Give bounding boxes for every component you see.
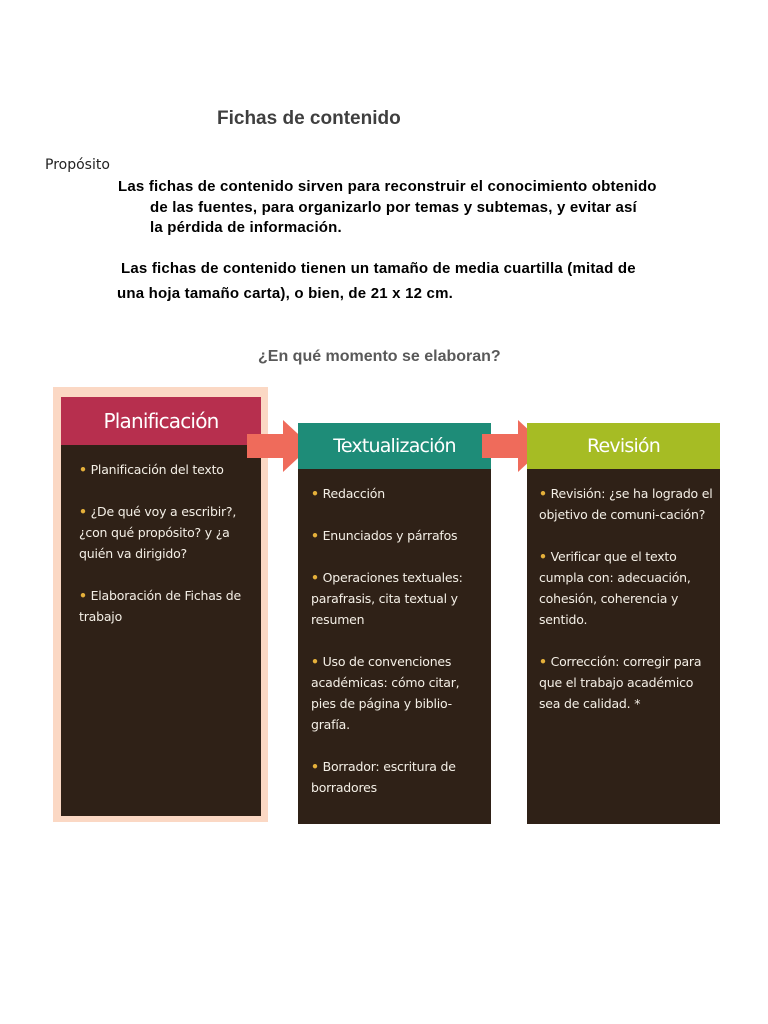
list-item-text: Operaciones textuales: parafrasis, cita textual y resumen [311, 570, 463, 627]
paragraph-line: la pérdida de información. [150, 219, 342, 236]
list-item [311, 525, 485, 546]
bullet-icon: • [311, 654, 319, 669]
list-item-text: ¿De qué voy a escribir?, ¿con qué propósito? y ¿a quién va dirigido? [79, 504, 237, 561]
paragraph-line: Las fichas de contenido tienen un tamaño de media cuartilla (mitad de [121, 260, 636, 277]
list-item [79, 585, 253, 627]
list-item-text: Elaboración de Fichas de trabajo [79, 588, 241, 624]
textualizacion-items [298, 469, 491, 824]
bullet-icon: • [311, 570, 319, 585]
list-item-text: Planificación del texto [90, 462, 224, 477]
list-item-text: Verificar que el texto cumpla con: adecuación, cohesión, coherencia y sentido. [539, 549, 691, 627]
list-item-text: Corrección: corregir para que el trabajo académico sea de calidad. * [539, 654, 702, 711]
paragraph-line: una hoja tamaño carta), o bien, de 21 x 12 cm. [117, 285, 453, 302]
list-item [311, 567, 485, 630]
list-item [311, 651, 485, 735]
bullet-icon: • [539, 486, 547, 501]
list-item-text: Enunciados y párrafos [322, 528, 458, 543]
revision-card [527, 423, 720, 824]
diagram-subtitle: ¿En qué momento se elaboran? [258, 348, 501, 365]
planificacion-card [61, 397, 261, 816]
list-item [311, 756, 485, 798]
bullet-icon: • [79, 588, 87, 603]
textualizacion-heading: Textualización [298, 423, 491, 469]
list-item-text: Revisión: ¿se ha logrado el objetivo de comuni-cación? [539, 486, 713, 522]
list-item-text: Uso de convenciones académicas: cómo citar, pies de página y biblio-grafía. [311, 654, 460, 732]
planificacion-heading: Planificación [61, 397, 261, 445]
revision-heading: Revisión [527, 423, 720, 469]
revision-items [527, 469, 720, 824]
bullet-icon: • [311, 759, 319, 774]
textualizacion-card [298, 423, 491, 824]
document-title: Fichas de contenido [217, 108, 401, 129]
list-item [79, 459, 253, 480]
planificacion-items [61, 445, 261, 816]
paragraph-line: de las fuentes, para organizarlo por temas y subtemas, y evitar así [150, 198, 637, 216]
bullet-icon: • [311, 486, 319, 501]
bullet-icon: • [79, 462, 87, 477]
list-item [539, 483, 714, 525]
list-item-text: Redacción [322, 486, 385, 501]
bullet-icon: • [311, 528, 319, 543]
list-item [79, 501, 253, 564]
purpose-paragraph [118, 177, 698, 239]
list-item [311, 483, 485, 504]
bullet-icon: • [79, 504, 87, 519]
paragraph-line: Las fichas de contenido sirven para reconstruir el conocimiento obtenido [118, 178, 657, 195]
size-paragraph [117, 256, 717, 306]
bullet-icon: • [539, 654, 547, 669]
list-item [539, 546, 714, 630]
list-item-text: Borrador: escritura de borradores [311, 759, 456, 795]
section-label: Propósito [45, 157, 110, 173]
bullet-icon: • [539, 549, 547, 564]
list-item [539, 651, 714, 714]
